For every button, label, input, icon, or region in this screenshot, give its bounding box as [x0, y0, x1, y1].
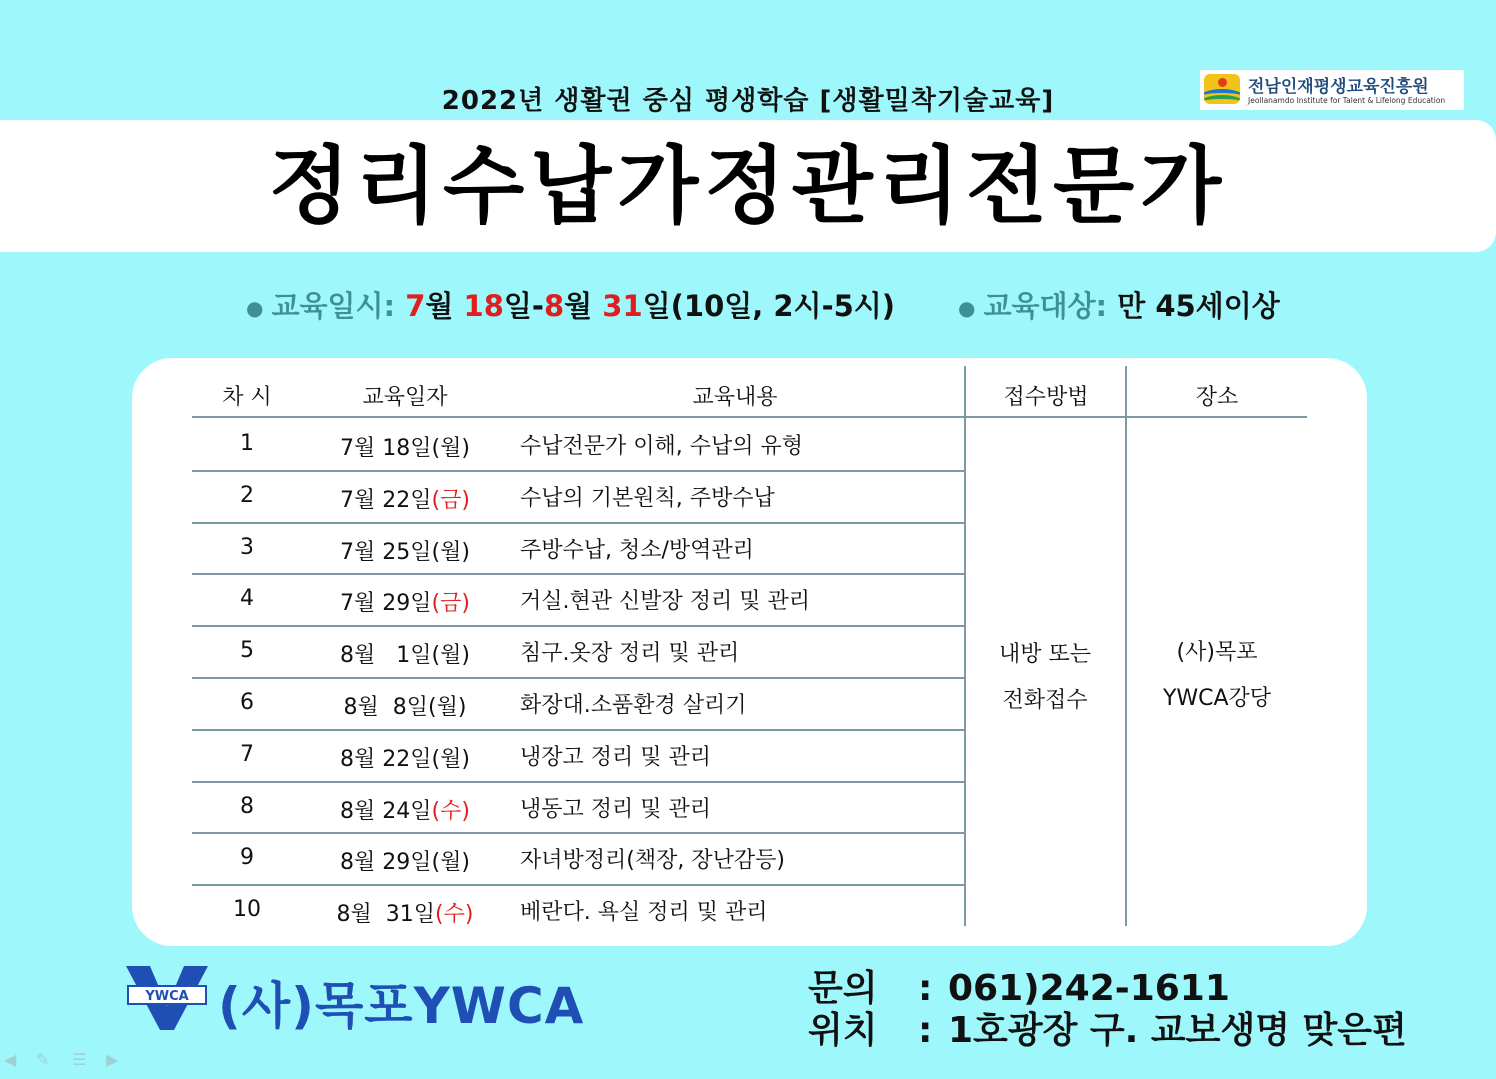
org-korean-name: 전남인재평생교육진흥원: [1248, 77, 1429, 97]
header-place: 장소: [1195, 385, 1239, 410]
org-emblem-icon: [1204, 74, 1240, 104]
row-date-text: 7월 22일: [340, 488, 432, 513]
row-content: 주방수납, 청소/방역관리: [520, 538, 754, 563]
row-date-text: 8월 22일: [340, 747, 432, 772]
row-date: [330, 897, 480, 928]
education-period: [246, 284, 895, 325]
row-weekday: (금): [431, 488, 470, 513]
ywca-name: (사)목포YWCA: [218, 977, 585, 1035]
row-session-number: 9: [240, 845, 254, 870]
row-content: 냉동고 정리 및 관리: [520, 797, 711, 822]
row-session-number: 3: [240, 535, 254, 560]
row-date-text: 8월 1일: [340, 643, 432, 668]
period-day-start: 18: [463, 289, 504, 323]
target-label: 교육대상:: [983, 289, 1108, 323]
row-divider: [192, 781, 964, 783]
row-content: 화장대.소품환경 살리기: [520, 693, 747, 718]
row-date: [330, 845, 480, 876]
row-session-number: 5: [240, 638, 254, 663]
slide-next-icon[interactable]: ▶: [106, 1050, 119, 1069]
registration-method: [966, 632, 1124, 724]
row-weekday: (수): [431, 799, 470, 824]
period-text: 월: [425, 289, 464, 323]
row-divider: [192, 573, 964, 575]
location-label: 위치: [808, 1010, 878, 1051]
row-weekday: (수): [435, 902, 474, 927]
row-session-number: 8: [240, 794, 254, 819]
contact-label: 문의: [808, 968, 878, 1009]
ywca-badge-text: YWCA: [145, 989, 189, 1004]
slide-prev-icon[interactable]: ◀: [4, 1050, 17, 1069]
header-session: 차 시: [222, 385, 272, 410]
row-divider: [192, 522, 964, 524]
colon: :: [918, 968, 933, 1009]
row-weekday: (월): [431, 747, 470, 772]
row-weekday: (월): [431, 643, 470, 668]
contact-phone: 061)242-1611: [948, 968, 1230, 1009]
period-month-end: 8: [543, 289, 565, 323]
education-target: [958, 284, 1280, 325]
period-text: 월: [564, 289, 603, 323]
menu-icon[interactable]: ☰: [72, 1050, 87, 1069]
registration-line: 전화접수: [1002, 688, 1088, 713]
pen-icon[interactable]: ✎: [36, 1050, 50, 1069]
row-date-text: 8월 8일: [343, 695, 429, 720]
row-date: [330, 742, 480, 773]
row-content: 자녀방정리(책장, 장난감등): [520, 848, 785, 873]
row-weekday: (월): [431, 850, 470, 875]
row-date-text: 7월 25일: [340, 540, 432, 565]
period-month-start: 7: [405, 289, 426, 323]
period-label: 교육일시:: [271, 289, 396, 323]
row-weekday: (월): [431, 436, 470, 461]
row-date-text: 7월 29일: [340, 591, 432, 616]
period-text: 일-: [503, 289, 544, 323]
row-session-number: 4: [240, 586, 254, 611]
location-line: [808, 1002, 1407, 1053]
row-divider: [192, 625, 964, 627]
header-registration: 접수방법: [1003, 385, 1089, 410]
header-date: 교육일자: [362, 385, 448, 410]
row-date: [330, 586, 480, 617]
row-weekday: (월): [431, 540, 470, 565]
org-logo: [1200, 70, 1464, 110]
row-divider: [192, 470, 964, 472]
row-content: 수납의 기본원칙, 주방수납: [520, 486, 775, 511]
row-divider: [192, 677, 964, 679]
row-divider: [192, 729, 964, 731]
venue: [1128, 630, 1306, 722]
row-weekday: (월): [428, 695, 467, 720]
row-date: [330, 690, 480, 721]
row-content: 베란다. 욕실 정리 및 관리: [520, 900, 768, 925]
row-date: [330, 638, 480, 669]
target-value: 만 45세이상: [1117, 289, 1280, 323]
row-date-text: 8월 31일: [336, 902, 436, 927]
row-date: [330, 535, 480, 566]
org-english-name: Jeollanamdo Institute for Talent & Lifelong Education: [1248, 96, 1446, 105]
row-divider: [192, 832, 964, 834]
row-content: 냉장고 정리 및 관리: [520, 745, 711, 770]
row-date-text: 8월 29일: [340, 850, 432, 875]
bullet-icon: ●: [246, 296, 264, 320]
period-day-end: 31: [602, 289, 643, 323]
row-session-number: 6: [240, 690, 254, 715]
colon: :: [918, 1010, 933, 1051]
period-text: 일(10일, 2시-5시): [642, 289, 896, 323]
row-content: 침구.옷장 정리 및 관리: [520, 641, 740, 666]
registration-line: 내방 또는: [998, 642, 1091, 667]
bullet-icon: ●: [958, 296, 976, 320]
row-date-text: 8월 24일: [340, 799, 432, 824]
page-title: 정리수납가정관리전문가: [268, 137, 1228, 235]
row-date: [330, 431, 480, 462]
row-divider: [192, 884, 964, 886]
ywca-emblem-icon: [124, 962, 210, 1032]
row-weekday: (금): [431, 591, 470, 616]
venue-line: (사)목포: [1176, 640, 1258, 665]
header-divider: [192, 416, 1307, 418]
row-session-number: 7: [240, 742, 254, 767]
subtitle: 2022년 생활권 중심 평생학습 [생활밀착기술교육]: [441, 86, 1055, 116]
row-session-number: 10: [233, 897, 261, 922]
row-date-text: 7월 18일: [340, 436, 432, 461]
row-date: [330, 483, 480, 514]
row-content: 거실.현관 신발장 정리 및 관리: [520, 589, 810, 614]
row-session-number: 2: [240, 483, 254, 508]
venue-line: YWCA강당: [1162, 686, 1272, 711]
row-content: 수납전문가 이해, 수납의 유형: [520, 434, 803, 459]
row-date: [330, 794, 480, 825]
row-session-number: 1: [240, 431, 254, 456]
header-content: 교육내용: [692, 385, 778, 410]
column-divider: [1125, 366, 1127, 926]
location-value: 1호광장 구. 교보생명 맞은편: [948, 1010, 1407, 1051]
